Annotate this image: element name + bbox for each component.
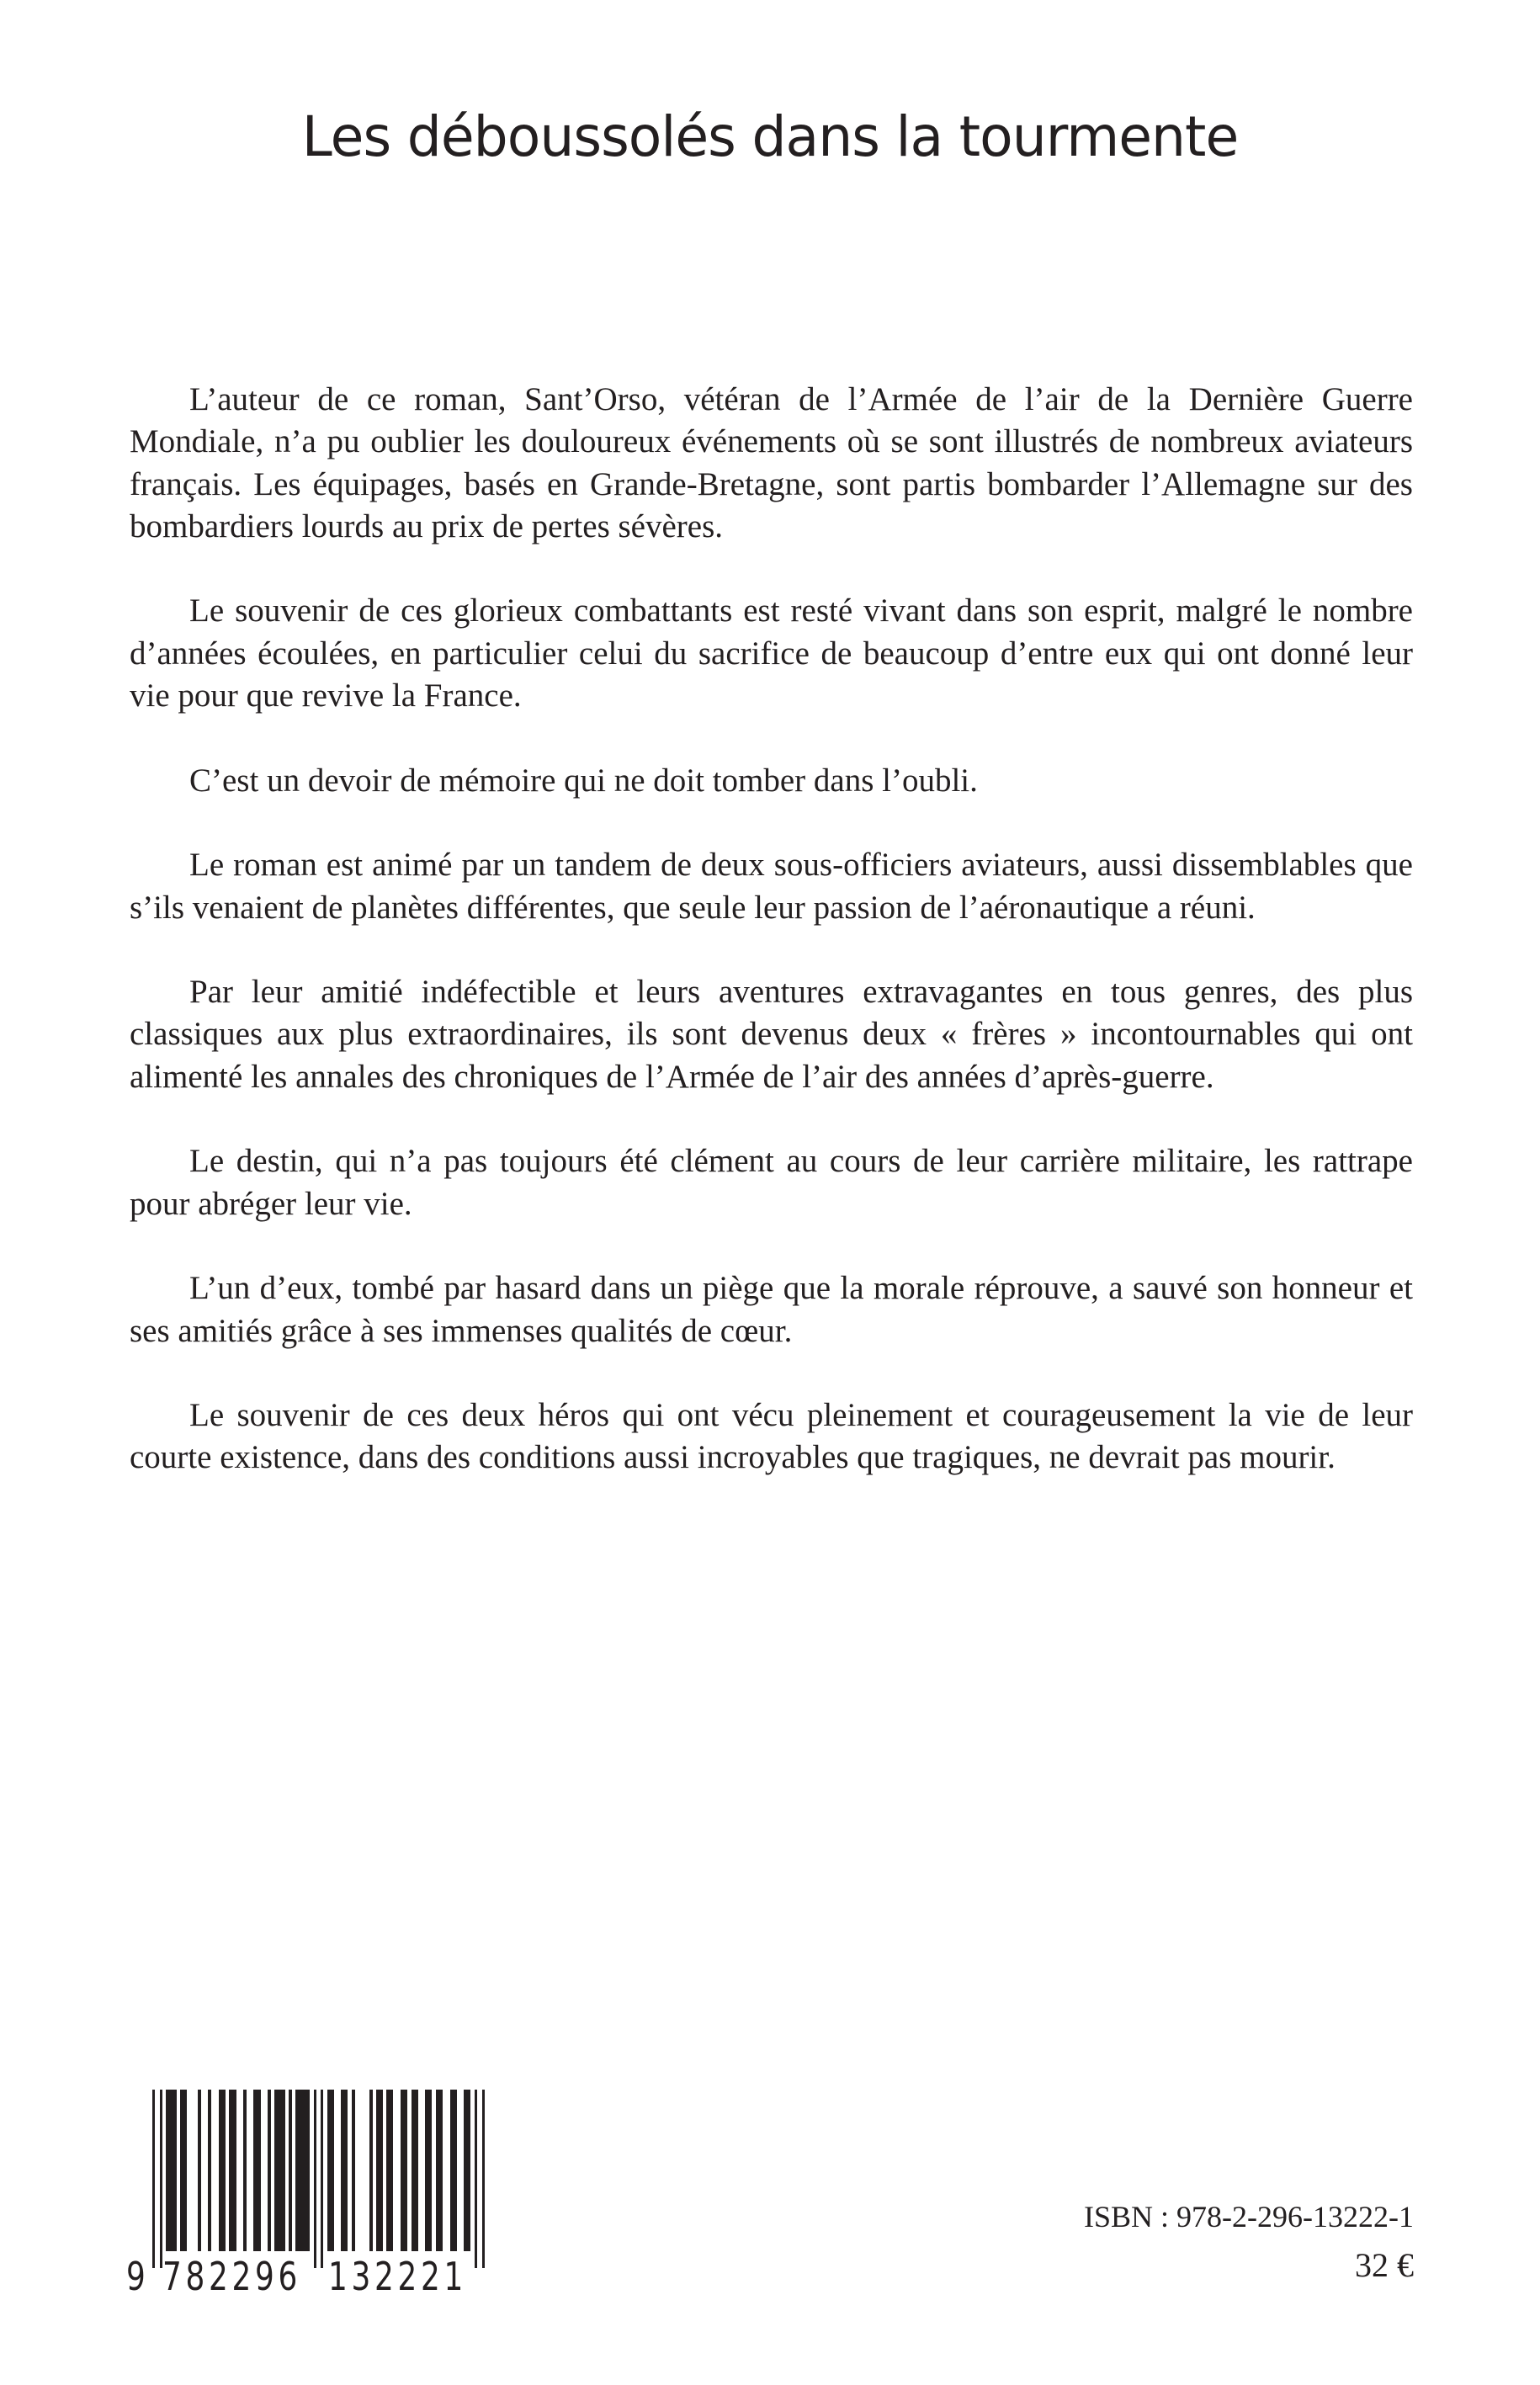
price-label: 32 € <box>1355 2246 1414 2284</box>
back-cover-blurb <box>130 379 1413 1522</box>
paragraph-duty: C’est un devoir de mémoire qui ne doit tomber dans l’oubli. <box>189 762 978 799</box>
paragraph-tandem: Le roman est animé par un tandem de deux sous-officiers aviateurs, aussi dissemblables que s’ils venaient de planètes différentes, que seule leur passion de l’aéronautique a réuni. <box>130 847 1413 926</box>
paragraph-author-intro: L’auteur de ce roman, Sant’Orso, vétéran de l’Armée de l’air de la Dernière Guerre Mondiale, n’a pu oublier les douloureux événements où se sont illustrés de nombreux aviateurs français. Les équipages, basés en Grande-Bretagne, sont partis bombarder l’Allemagne sur des bombardiers lourds au prix de pertes sévères. <box>130 381 1413 544</box>
paragraph-memory: Le souvenir de ces glorieux combattants est resté vivant dans son esprit, malgré le nombre d’années écoulées, en particulier celui du sacrifice de beaucoup d’entre eux qui ont donné leur vie pour que revive la France. <box>130 592 1413 714</box>
paragraph-destiny: Le destin, qui n’a pas toujours été clément au cours de leur carrière militaire, les rattrape pour abréger leur vie. <box>130 1143 1413 1222</box>
isbn-label: ISBN : 978-2-296-13222-1 <box>1084 2200 1414 2234</box>
paragraph-friendship: Par leur amitié indéfectible et leurs aventures extravagantes en tous genres, des plus classiques aux plus extraordinaires, ils sont devenus deux « frères » incontournables qui ont alimenté les annales des chroniques de l’Armée de l’air des années d’après-guerre. <box>130 974 1413 1095</box>
barcode-digits-right: 132221 <box>328 2254 468 2299</box>
paragraph-heroes: Le souvenir de ces deux héros qui ont vécu pleinement et courageusement la vie de leur courte existence, dans des conditions aussi incroyables que tragiques, ne devrait pas mourir. <box>130 1397 1413 1476</box>
book-title: Les déboussolés dans la tourmente <box>301 104 1239 169</box>
barcode-digit-first: 9 <box>126 2254 146 2299</box>
barcode-digits-left: 782296 <box>162 2254 302 2299</box>
paragraph-honour: L’un d’eux, tombé par hasard dans un piège que la morale réprouve, a sauvé son honneur et ses amitiés grâce à ses immenses qualités de cœur. <box>130 1270 1413 1349</box>
